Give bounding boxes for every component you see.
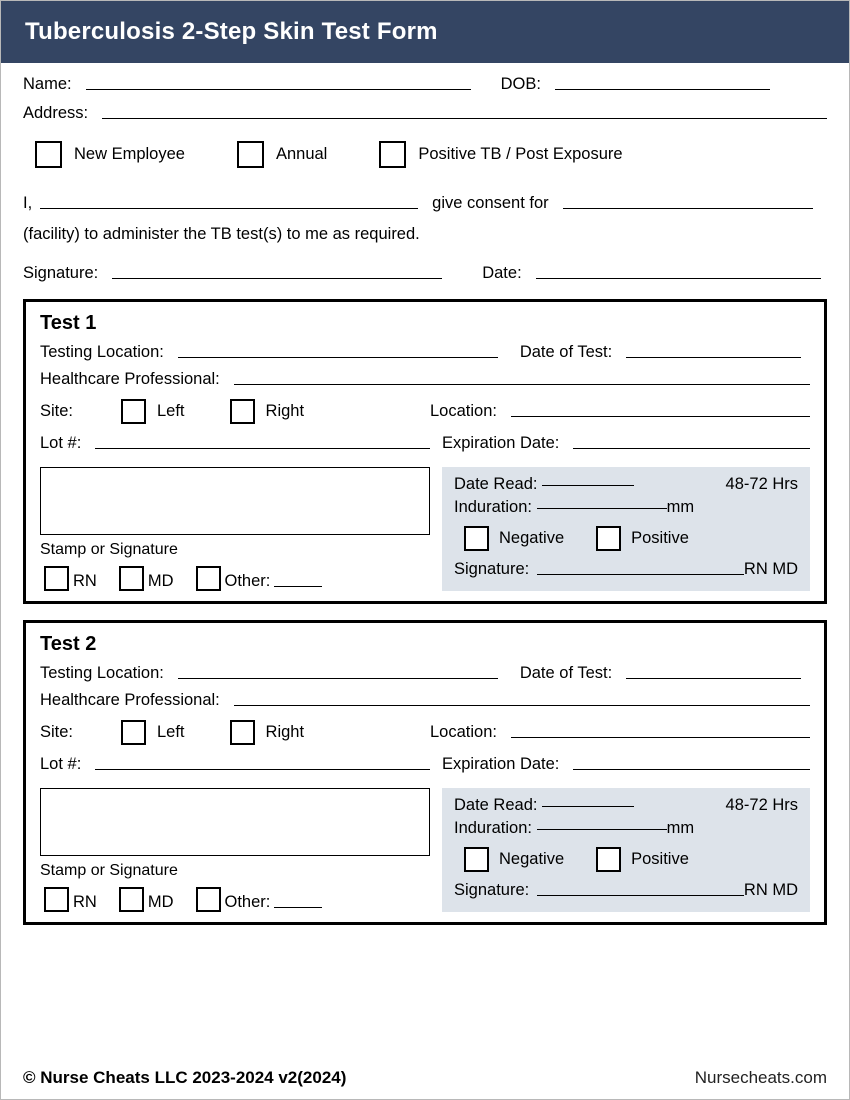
test-1-stamp-column	[40, 467, 430, 591]
result-positive-option[interactable]	[586, 847, 689, 872]
credential-rn[interactable]	[40, 887, 97, 912]
date-of-test-input[interactable]	[626, 678, 801, 679]
expiration-date-label: Expiration Date:	[442, 755, 560, 773]
read-window-label: 48-72 Hrs	[725, 475, 798, 493]
visit-type-positive-tb[interactable]	[367, 141, 622, 168]
consent-date-label: Date:	[482, 264, 522, 282]
name-dob-row	[23, 75, 827, 94]
test-2-lot-row	[40, 755, 810, 774]
visit-type-annual[interactable]	[225, 141, 327, 168]
date-of-test-label: Date of Test:	[519, 664, 613, 682]
site-right-option[interactable]	[219, 720, 305, 745]
checkbox-icon[interactable]	[230, 720, 255, 745]
result-positive-option[interactable]	[586, 526, 689, 551]
healthcare-professional-label: Healthcare Professional:	[40, 691, 220, 709]
testing-location-input[interactable]	[178, 678, 498, 679]
test-2-read-panel	[442, 788, 810, 912]
consent-signature-label: Signature:	[23, 264, 99, 282]
read-window-label: 48-72 Hrs	[725, 796, 798, 814]
date-read-label: Date Read:	[454, 796, 538, 814]
checkbox-icon[interactable]	[35, 141, 62, 168]
checkbox-icon[interactable]	[464, 847, 489, 872]
address-label: Address:	[23, 104, 89, 122]
induration-label: Induration:	[454, 819, 532, 837]
stamp-label: Stamp or Signature	[40, 862, 178, 879]
form-body	[1, 63, 849, 1099]
read-signature-input[interactable]	[537, 574, 744, 575]
checkbox-icon[interactable]	[596, 526, 621, 551]
date-of-test-label: Date of Test:	[519, 343, 613, 361]
induration-label: Induration:	[454, 498, 532, 516]
stamp-label: Stamp or Signature	[40, 541, 178, 558]
dob-input[interactable]	[555, 89, 770, 90]
result-row	[454, 526, 798, 551]
site-right-label: Right	[265, 723, 305, 741]
expiration-date-input[interactable]	[573, 769, 810, 770]
consent-row-2: (facility) to administer the TB test(s) to me as required.	[23, 225, 420, 243]
test-1-title: Test 1	[40, 312, 97, 334]
test-1-lot-row	[40, 434, 810, 453]
credential-label: Other:	[224, 893, 271, 911]
name-input[interactable]	[86, 89, 471, 90]
site-left-label: Left	[157, 402, 185, 420]
visit-type-new-employee[interactable]	[23, 141, 185, 168]
mm-label: mm	[666, 819, 695, 837]
credential-other[interactable]	[192, 566, 323, 591]
healthcare-professional-input[interactable]	[234, 384, 810, 385]
read-signature-input[interactable]	[537, 895, 744, 896]
checkbox-icon[interactable]	[196, 887, 221, 912]
checkbox-icon[interactable]	[464, 526, 489, 551]
name-label: Name:	[23, 75, 72, 93]
result-negative-label: Negative	[499, 529, 565, 547]
credential-label: Other:	[224, 572, 271, 590]
testing-location-label: Testing Location:	[40, 343, 164, 361]
credential-other-input[interactable]	[274, 907, 322, 908]
checkbox-icon[interactable]	[44, 566, 69, 591]
visit-type-label: New Employee	[74, 145, 185, 163]
consent-facility-input[interactable]	[563, 208, 813, 209]
result-negative-option[interactable]	[454, 526, 564, 551]
test-2-professional-row	[40, 691, 810, 710]
induration-input[interactable]	[537, 508, 667, 509]
date-read-input[interactable]	[542, 806, 634, 807]
read-signature-row	[454, 560, 798, 579]
site-right-option[interactable]	[219, 399, 305, 424]
test-2-bottom	[40, 788, 810, 912]
test-1-bottom	[40, 467, 810, 591]
checkbox-icon[interactable]	[44, 887, 69, 912]
location-input[interactable]	[511, 416, 810, 417]
stamp-area[interactable]	[40, 467, 430, 535]
consent-lead-label: I,	[23, 194, 33, 212]
site-label: Site:	[40, 402, 74, 420]
checkbox-icon[interactable]	[230, 399, 255, 424]
test-1-professional-row	[40, 370, 810, 389]
checkbox-icon[interactable]	[121, 720, 146, 745]
copyright-text: © Nurse Cheats LLC 2023-2024 v2(2024)	[23, 1068, 347, 1087]
credentials-row	[40, 887, 430, 912]
consent-date-input[interactable]	[536, 278, 821, 279]
address-row	[23, 104, 827, 123]
testing-location-label: Testing Location:	[40, 664, 164, 682]
location-label: Location:	[430, 402, 497, 420]
checkbox-icon[interactable]	[237, 141, 264, 168]
test-2-location-row	[40, 664, 810, 683]
checkbox-icon[interactable]	[119, 566, 144, 591]
healthcare-professional-input[interactable]	[234, 705, 810, 706]
lot-input[interactable]	[95, 448, 430, 449]
testing-location-input[interactable]	[178, 357, 498, 358]
checkbox-icon[interactable]	[196, 566, 221, 591]
test-1-read-panel	[442, 467, 810, 591]
consent-signature-row	[23, 264, 827, 283]
website-text: Nursecheats.com	[694, 1068, 827, 1087]
date-read-label: Date Read:	[454, 475, 538, 493]
lot-input[interactable]	[95, 769, 430, 770]
credential-other-input[interactable]	[274, 586, 322, 587]
healthcare-professional-label: Healthcare Professional:	[40, 370, 220, 388]
credential-label: RN	[73, 893, 97, 911]
lot-label: Lot #:	[40, 755, 82, 773]
test-2-title: Test 2	[40, 633, 97, 655]
result-positive-label: Positive	[631, 850, 689, 868]
test-2-section	[23, 620, 827, 925]
page-title: Tuberculosis 2-Step Skin Test Form	[25, 18, 438, 45]
mm-label: mm	[666, 498, 695, 516]
date-of-test-input[interactable]	[626, 357, 801, 358]
location-input[interactable]	[511, 737, 810, 738]
read-signature-label: Signature:	[454, 881, 530, 899]
location-label: Location:	[430, 723, 497, 741]
test-2-stamp-column	[40, 788, 430, 912]
read-signature-label: Signature:	[454, 560, 530, 578]
visit-type-row	[23, 141, 827, 168]
credential-md[interactable]	[115, 887, 174, 912]
consent-row-1	[23, 194, 827, 213]
test-1-section	[23, 299, 827, 604]
expiration-date-label: Expiration Date:	[442, 434, 560, 452]
induration-input[interactable]	[537, 829, 667, 830]
dob-label: DOB:	[500, 75, 541, 93]
read-credential-label: RN MD	[743, 560, 798, 578]
test-1-location-row	[40, 343, 810, 362]
stamp-area[interactable]	[40, 788, 430, 856]
site-left-option[interactable]	[110, 720, 185, 745]
visit-type-label: Positive TB / Post Exposure	[418, 145, 623, 163]
credential-label: MD	[147, 893, 174, 911]
credential-label: MD	[147, 572, 174, 590]
site-left-option[interactable]	[110, 399, 185, 424]
form-footer	[1, 1057, 849, 1099]
site-left-label: Left	[157, 723, 185, 741]
lot-label: Lot #:	[40, 434, 82, 452]
visit-type-label: Annual	[275, 145, 328, 163]
consent-name-input[interactable]	[40, 208, 418, 209]
credential-label: RN	[73, 572, 97, 590]
credential-md[interactable]	[115, 566, 174, 591]
checkbox-icon[interactable]	[121, 399, 146, 424]
expiration-date-input[interactable]	[573, 448, 810, 449]
credential-other[interactable]	[192, 887, 323, 912]
consent-mid-label: give consent for	[432, 194, 549, 212]
credentials-row	[40, 566, 430, 591]
checkbox-icon[interactable]	[596, 847, 621, 872]
test-2-site-row	[40, 720, 810, 745]
result-positive-label: Positive	[631, 529, 689, 547]
result-negative-option[interactable]	[454, 847, 564, 872]
form-header	[1, 1, 849, 63]
read-signature-row	[454, 881, 798, 900]
result-negative-label: Negative	[499, 850, 565, 868]
date-read-input[interactable]	[542, 485, 634, 486]
checkbox-icon[interactable]	[119, 887, 144, 912]
site-right-label: Right	[265, 402, 305, 420]
address-input[interactable]	[102, 118, 827, 119]
site-label: Site:	[40, 723, 74, 741]
credential-rn[interactable]	[40, 566, 97, 591]
consent-signature-input[interactable]	[112, 278, 442, 279]
read-credential-label: RN MD	[743, 881, 798, 899]
checkbox-icon[interactable]	[379, 141, 406, 168]
result-row	[454, 847, 798, 872]
test-1-site-row	[40, 399, 810, 424]
